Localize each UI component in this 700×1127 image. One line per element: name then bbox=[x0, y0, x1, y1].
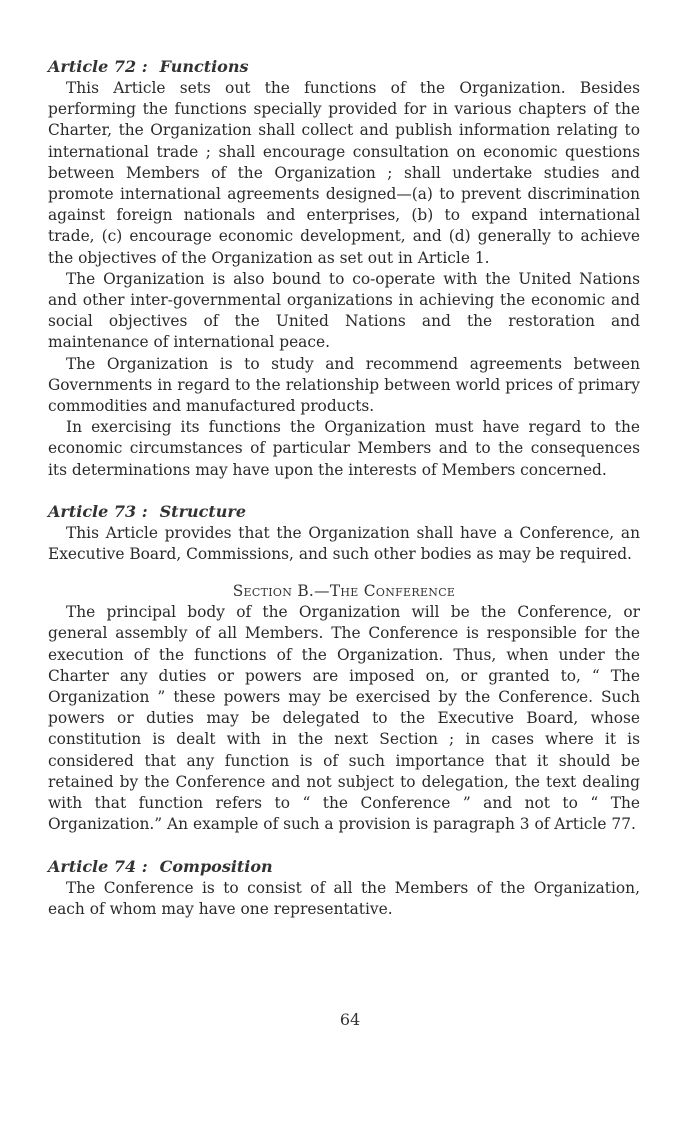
page-number: 64 bbox=[339, 1010, 361, 1029]
article-73-heading bbox=[48, 501, 640, 523]
article-72-paragraph: This Article sets out the functions of the Organization. Besides performing the functions specially provided for in various chapters of the Charter, the Organization shall collect and publish information relating to international trade ; shall encourage consultation on economic questions between Members of the Organization ; shall undertake studies and promote international agreements designed—(a) to prevent discrimination against foreign nationals and enterprises, (b) to expand international trade, (c) encourage economic development, and (d) generally to achieve the objectives of the Organization as set out in Article 1. bbox=[48, 79, 640, 267]
article-73 bbox=[48, 501, 640, 565]
article-72-paragraph: In exercising its functions the Organization must have regard to the economic circumstances of particular Members and to the consequences its determinations may have upon the interests of Members concerned. bbox=[48, 418, 640, 479]
article-72-heading bbox=[48, 56, 640, 78]
section-b-title: Section B.—The Conference bbox=[232, 582, 456, 601]
article-73-number: Article 73 : bbox=[48, 501, 148, 521]
article-73-paragraph: This Article provides that the Organization shall have a Conference, an Executive Board, Commissions, and such other bodies as may be required. bbox=[48, 523, 640, 564]
section-b-paragraph: The principal body of the Organization will be the Conference, or general assembly of all Members. The Conference is responsible for the execution of the functions of the Organization. Thus, when under the Charter any duties or powers are imposed on, or granted to, “ The Organization ” these powers may be exercised by the Conference. Such powers or duties may be delegated to the Executive Board, whose constitution is dealt with in the next Section ; in cases where it is considered that any function is of such importance that it should be retained by the Conference and not subject to delegation, the text dealing with that function refers to “ the Conference ” and not to “ The Organization.” An example of such a provision is paragraph 3 of Article 77. bbox=[48, 603, 640, 834]
article-72-paragraph: The Organization is also bound to co-operate with the United Nations and other inter-governmental organizations in achieving the economic and social objectives of the United Nations and the restoration and maintenance of international peace. bbox=[48, 269, 640, 352]
article-74 bbox=[48, 856, 640, 920]
article-72-number: Article 72 : bbox=[48, 57, 148, 76]
article-74-number: Article 74 : bbox=[48, 856, 148, 876]
article-73-title: Structure bbox=[159, 501, 247, 521]
article-74-heading bbox=[48, 856, 640, 878]
section-b bbox=[48, 581, 640, 835]
article-72-title: Functions bbox=[159, 57, 249, 76]
article-72-paragraph: The Organization is to study and recommend agreements between Governments in regard to the relationship between world prices of primary commodities and manufactured products. bbox=[48, 354, 640, 416]
article-72 bbox=[48, 56, 640, 481]
article-74-paragraph: The Conference is to consist of all the Members of the Organization, each of whom may have one representative. bbox=[48, 878, 640, 918]
article-74-title: Composition bbox=[159, 856, 273, 876]
